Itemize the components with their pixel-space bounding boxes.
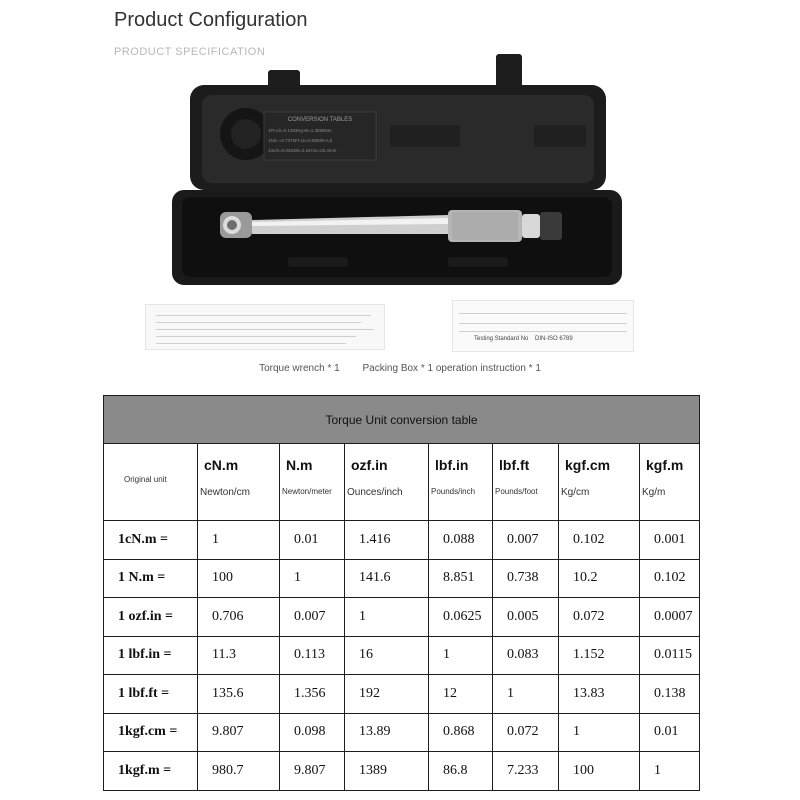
table-cell: 135.6 bbox=[198, 675, 280, 714]
case-label-line-3: 1Inch=0.0254M=2.54Cm=25.4mm bbox=[268, 148, 337, 153]
table-cell: 9.807 bbox=[280, 752, 345, 791]
table-cell: 0.113 bbox=[280, 636, 345, 675]
table-row bbox=[104, 713, 700, 752]
original-unit-cell bbox=[104, 444, 198, 521]
column-desc: Pounds/foot bbox=[495, 487, 538, 496]
table-cell: 0.0115 bbox=[640, 636, 700, 675]
case-label-line-1: 1Ft-Lb=0.1383Kg-M=1.3558Nm bbox=[268, 128, 332, 133]
row-label: 1 ozf.in = bbox=[104, 598, 198, 637]
table-cell: 12 bbox=[429, 675, 493, 714]
column-unit: lbf.in bbox=[435, 457, 469, 473]
row-label: 1cN.m = bbox=[104, 521, 198, 560]
table-cell: 13.83 bbox=[559, 675, 640, 714]
table-cell: 1 bbox=[429, 636, 493, 675]
case-label-title: CONVERSION TABLES bbox=[287, 117, 353, 123]
instruction-sheet bbox=[145, 304, 385, 350]
page-title: Product Configuration bbox=[114, 9, 308, 31]
table-cell: 0.007 bbox=[280, 598, 345, 637]
table-cell: 7.233 bbox=[493, 752, 559, 791]
table-cell: 8.851 bbox=[429, 559, 493, 598]
column-unit: lbf.ft bbox=[499, 457, 530, 473]
table-cell: 16 bbox=[345, 636, 429, 675]
page-subtitle: PRODUCT SPECIFICATION bbox=[114, 46, 266, 58]
table-cell: 1 bbox=[280, 559, 345, 598]
table-caption: Torque Unit conversion table bbox=[104, 396, 700, 444]
column-unit: cN.m bbox=[204, 457, 239, 473]
row-label: 1 lbf.in = bbox=[104, 636, 198, 675]
table-header-row bbox=[104, 444, 700, 521]
original-unit-label: Original unit bbox=[124, 475, 167, 484]
table-cell: 13.89 bbox=[345, 713, 429, 752]
column-header bbox=[280, 444, 345, 521]
table-row bbox=[104, 559, 700, 598]
column-header bbox=[429, 444, 493, 521]
row-label: 1kgf.m = bbox=[104, 752, 198, 791]
table-cell: 100 bbox=[559, 752, 640, 791]
table-cell: 1 bbox=[640, 752, 700, 791]
package-contents-caption bbox=[0, 363, 800, 374]
column-header bbox=[345, 444, 429, 521]
caption-item-box: Packing Box * 1 operation instruction * 1 bbox=[362, 363, 541, 374]
table-cell: 980.7 bbox=[198, 752, 280, 791]
table-cell: 0.706 bbox=[198, 598, 280, 637]
row-label: 1 N.m = bbox=[104, 559, 198, 598]
table-cell: 9.807 bbox=[198, 713, 280, 752]
column-unit: kgf.m bbox=[646, 457, 684, 473]
table-cell: 0.0007 bbox=[640, 598, 700, 637]
table-cell: 1 bbox=[345, 598, 429, 637]
table-cell: 0.0625 bbox=[429, 598, 493, 637]
test-certificate-sheet bbox=[452, 300, 634, 352]
table-cell: 0.088 bbox=[429, 521, 493, 560]
table-cell: 1 bbox=[198, 521, 280, 560]
table-cell: 1389 bbox=[345, 752, 429, 791]
table-cell: 0.138 bbox=[640, 675, 700, 714]
table-row bbox=[104, 598, 700, 637]
column-desc: Pounds/inch bbox=[431, 487, 476, 496]
table-cell: 0.868 bbox=[429, 713, 493, 752]
testing-standard-label: Testing Standard No bbox=[474, 336, 529, 342]
table-cell: 11.3 bbox=[198, 636, 280, 675]
column-desc: Newton/meter bbox=[282, 487, 332, 496]
table-cell: 1.356 bbox=[280, 675, 345, 714]
table-cell: 0.098 bbox=[280, 713, 345, 752]
table-cell: 0.01 bbox=[640, 713, 700, 752]
table-cell: 0.01 bbox=[280, 521, 345, 560]
conversion-table bbox=[103, 395, 699, 791]
column-desc: Kg/cm bbox=[561, 487, 590, 498]
table-cell: 86.8 bbox=[429, 752, 493, 791]
table-cell: 100 bbox=[198, 559, 280, 598]
table-cell: 0.005 bbox=[493, 598, 559, 637]
column-header bbox=[640, 444, 700, 521]
testing-standard-text bbox=[474, 336, 573, 342]
column-desc: Kg/m bbox=[642, 487, 666, 498]
table-cell: 1 bbox=[559, 713, 640, 752]
column-header bbox=[559, 444, 640, 521]
table-cell: 0.007 bbox=[493, 521, 559, 560]
column-header bbox=[493, 444, 559, 521]
table-cell: 1.416 bbox=[345, 521, 429, 560]
table-row bbox=[104, 752, 700, 791]
table-cell: 10.2 bbox=[559, 559, 640, 598]
table-cell: 0.102 bbox=[640, 559, 700, 598]
column-unit: kgf.cm bbox=[565, 457, 611, 473]
table-row bbox=[104, 636, 700, 675]
table-cell: 192 bbox=[345, 675, 429, 714]
caption-item-wrench: Torque wrench * 1 bbox=[259, 363, 340, 374]
table-cell: 0.738 bbox=[493, 559, 559, 598]
table-cell: 0.072 bbox=[493, 713, 559, 752]
row-label: 1 lbf.ft = bbox=[104, 675, 198, 714]
table-cell: 1.152 bbox=[559, 636, 640, 675]
table-cell: 0.083 bbox=[493, 636, 559, 675]
testing-standard-value: DIN-ISO 6789 bbox=[535, 336, 573, 342]
wrench-case-illustration bbox=[168, 52, 628, 297]
column-desc: Ounces/inch bbox=[347, 487, 403, 498]
table-row bbox=[104, 521, 700, 560]
column-header bbox=[198, 444, 280, 521]
table-cell: 141.6 bbox=[345, 559, 429, 598]
wrench-case-image bbox=[168, 52, 628, 297]
table-cell: 0.072 bbox=[559, 598, 640, 637]
column-unit: ozf.in bbox=[351, 457, 388, 473]
table-cell: 0.102 bbox=[559, 521, 640, 560]
table-row bbox=[104, 675, 700, 714]
column-desc: Newton/cm bbox=[200, 487, 251, 498]
table-cell: 0.001 bbox=[640, 521, 700, 560]
table-cell: 1 bbox=[493, 675, 559, 714]
row-label: 1kgf.cm = bbox=[104, 713, 198, 752]
case-label-line-2: 1Nm =0.7375Ft-Lb=0.8859In-Lb bbox=[268, 138, 333, 143]
column-unit: N.m bbox=[286, 457, 313, 473]
